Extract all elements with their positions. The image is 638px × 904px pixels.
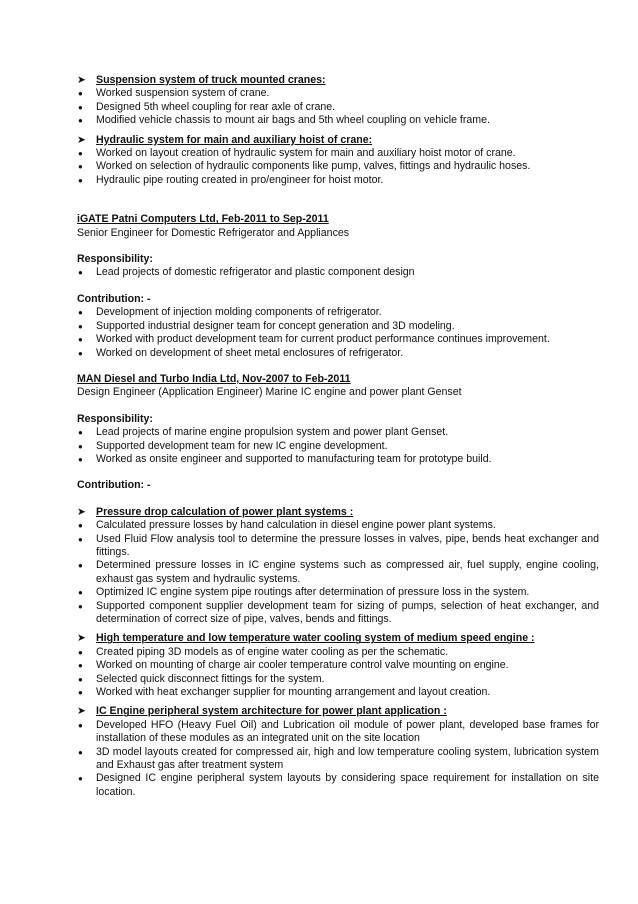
responsibility-label: Responsibility:	[77, 253, 153, 266]
bullet-icon: ●	[78, 774, 83, 784]
list-item: ● Worked on development of sheet metal enclosures of refrigerator.	[78, 346, 404, 359]
list-item: ● Supported development team for new IC engine development.	[78, 439, 388, 452]
arrow-bullet-icon: ➤	[77, 505, 86, 518]
company-heading: iGATE Patni Computers Ltd, Feb-2011 to Sep-2011	[77, 213, 329, 226]
list-item: ● Calculated pressure losses by hand calculation in diesel engine power plant systems.	[78, 519, 496, 532]
list-item: ● 3D model layouts created for compressed air, high and low temperature cooling system, lubrication system and Exhaust gas after treatment system	[78, 745, 599, 772]
bullet-icon: ●	[78, 102, 83, 112]
list-item: ● Created piping 3D models as of engine water cooling as per the schematic.	[78, 645, 449, 658]
list-item: ● Worked with heat exchanger supplier for mounting arrangement and layout creation.	[78, 686, 491, 699]
section-heading: High temperature and low temperature water cooling system of medium speed engine :	[96, 632, 535, 645]
section-heading: Pressure drop calculation of power plant systems :	[96, 505, 354, 518]
bullet-icon: ●	[78, 561, 83, 571]
man-section	[77, 373, 599, 799]
section-heading-row	[77, 506, 599, 519]
job-role: Design Engineer (Application Engineer) Marine IC engine and power plant Genset	[77, 386, 462, 399]
arrow-bullet-icon: ➤	[77, 74, 86, 86]
list-item: ● Worked suspension system of crane.	[78, 87, 270, 100]
bullet-icon: ●	[78, 348, 83, 358]
list-item: ● Supported component supplier development team for sizing of pumps, selection of heat exchanger, and determination of correct size of pipe, valves, bends and fittings.	[78, 599, 599, 625]
bullet-icon: ●	[78, 162, 83, 172]
bullet-icon: ●	[78, 175, 83, 185]
bullet-icon: ●	[78, 454, 83, 464]
bullet-icon: ●	[78, 747, 83, 757]
bullet-icon: ●	[78, 335, 83, 345]
pressure-drop-subsection	[77, 506, 599, 627]
list-item: ● Supported industrial designer team for concept generation and 3D modeling.	[78, 319, 455, 332]
peripheral-subsection	[77, 705, 599, 799]
bullet-icon: ●	[78, 308, 83, 318]
list-item: ● Worked as onsite engineer and supported to manufacturing team for prototype build.	[78, 452, 492, 465]
responsibility-label: Responsibility:	[77, 412, 153, 425]
list-item: ● Designed 5th wheel coupling for rear axle of crane.	[78, 100, 336, 113]
bullet-icon: ●	[78, 647, 83, 657]
list-item: ● Lead projects of marine engine propulsion system and power plant Genset.	[78, 426, 449, 439]
resume-page	[77, 74, 599, 799]
contribution-label: Contribution: -	[77, 479, 151, 492]
crane-hydraulic-section	[77, 134, 599, 188]
list-item: ● Worked on selection of hydraulic components like pump, valves, fittings and hydraulic hoses.	[78, 160, 531, 173]
bullet-icon: ●	[78, 661, 83, 671]
crane-suspension-section	[77, 74, 599, 128]
bullet-icon: ●	[78, 268, 83, 278]
bullet-icon: ●	[78, 149, 83, 159]
company-heading: MAN Diesel and Turbo India Ltd, Nov-2007 to Feb-2011	[77, 372, 351, 385]
section-heading-row	[77, 74, 599, 87]
bullet-icon: ●	[78, 428, 83, 438]
cooling-subsection	[77, 632, 599, 699]
list-item: ● Lead projects of domestic refrigerator and plastic component design	[78, 266, 415, 279]
igate-section	[77, 213, 599, 360]
list-item: ● Development of injection molding components of refrigerator.	[78, 306, 382, 319]
bullet-icon: ●	[78, 601, 83, 611]
bullet-icon: ●	[78, 534, 83, 544]
arrow-bullet-icon: ➤	[77, 632, 86, 645]
section-heading-row	[77, 134, 599, 147]
bullet-icon: ●	[78, 588, 83, 598]
bullet-icon: ●	[78, 674, 83, 684]
section-heading-row	[77, 705, 599, 718]
bullet-icon: ●	[78, 441, 83, 451]
section-heading: Suspension system of truck mounted cranes:	[96, 74, 326, 86]
section-heading-row	[77, 632, 599, 645]
list-item: ● Optimized IC engine system pipe routings after determination of pressure loss in the system.	[78, 586, 530, 599]
list-item: ● Used Fluid Flow analysis tool to determine the pressure losses in valves, pipe, bends heat exchanger and fittings.	[78, 532, 599, 558]
bullet-icon: ●	[78, 521, 83, 531]
section-heading: Hydraulic system for main and auxiliary hoist of crane:	[96, 133, 373, 146]
bullet-icon: ●	[78, 688, 83, 698]
list-item: ● Worked with product development team for current product performance continues improvement.	[78, 333, 550, 346]
list-item: ● Worked on layout creation of hydraulic system for main and auxiliary hoist motor of crane.	[78, 147, 516, 160]
list-item: ● Hydraulic pipe routing created in pro/engineer for hoist motor.	[78, 173, 384, 186]
bullet-icon: ●	[78, 321, 83, 331]
arrow-bullet-icon: ➤	[77, 705, 86, 718]
list-item: ● Determined pressure losses in IC engine systems such as compressed air, fuel supply, engine cooling, exhaust gas system and hydraulic systems.	[78, 559, 599, 585]
contribution-label: Contribution: -	[77, 292, 151, 305]
list-item: ● Developed HFO (Heavy Fuel Oil) and Lubrication oil module of power plant, developed base frames for installation of these modules as an integrated unit on the site location	[78, 718, 599, 745]
list-item: ● Modified vehicle chassis to mount air bags and 5th wheel coupling on vehicle frame.	[78, 114, 490, 127]
job-role: Senior Engineer for Domestic Refrigerator and Appliances	[77, 226, 350, 239]
list-item: ● Selected quick disconnect fittings for the system.	[78, 672, 325, 685]
list-item: ● Worked on mounting of charge air cooler temperature control valve mounting on engine.	[78, 659, 509, 672]
bullet-icon: ●	[78, 720, 83, 730]
bullet-icon: ●	[78, 89, 83, 99]
section-heading: IC Engine peripheral system architecture for power plant application :	[96, 705, 447, 718]
list-item: ● Designed IC engine peripheral system layouts by considering space requirement for installation on site location.	[78, 772, 599, 798]
arrow-bullet-icon: ➤	[77, 133, 86, 146]
bullet-icon: ●	[78, 116, 83, 126]
